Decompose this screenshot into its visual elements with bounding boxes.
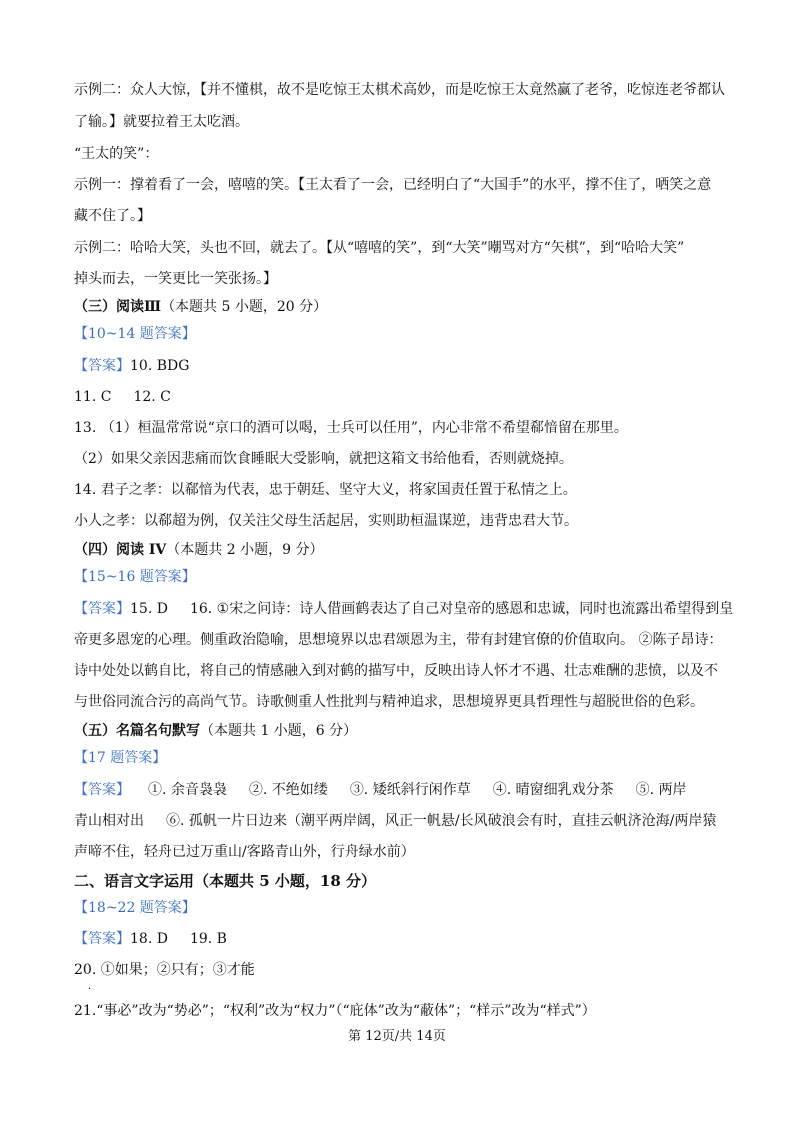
stray-mark: ·	[88, 984, 92, 995]
answer-line-18-19	[74, 929, 724, 949]
answer-15: 15. D	[130, 601, 168, 617]
text-line: 了输。】就要拉着王太吃酒。	[74, 114, 249, 130]
answer-line-15-16	[74, 599, 734, 619]
answer-range-15-16: 【15~16 题答案】	[74, 569, 196, 585]
answer-19: 19. B	[189, 931, 227, 947]
text-line: 示例二：众人大惊，【并不懂棋，故不是吃惊王太棋术高妙，而是吃惊王太竟然赢了老爷，吃惊连老爷都认	[74, 82, 725, 98]
answer-17-5: ⑤. 两岸	[635, 782, 687, 798]
answer-12: 12. C	[133, 389, 171, 405]
section-5-heading	[74, 721, 724, 741]
answer-17-3: ③. 矮纸斜行闲作草	[349, 782, 471, 798]
part-2-title: 二、语言文字运用（本题共 5 小题，18 分）	[74, 872, 376, 890]
answer-17-2: ②. 不绝如缕	[248, 782, 328, 798]
answer-16: 16. ①宋之问诗：诗人借画鹤表达了自己对皇帝的感恩和忠诚，同时也流露出希望得到皇	[189, 601, 734, 617]
text-line: 帝更多恩宠的心理。侧重政治隐喻，思想境界以忠君颂恩为主，带有封建官僚的价值取向。 ②陈子昂诗：	[74, 632, 723, 648]
answer-17-5-cont: 青山相对出	[74, 813, 144, 829]
section-5-title: （五）名篇名句默写	[74, 723, 200, 739]
text-line: 示例一：撑着看了一会，嘻嘻的笑。【王太看了一会，已经明白了“大国手”的水平，撑不住了，哂笑之意	[74, 177, 712, 193]
answer-tag: 【答案】	[74, 931, 130, 947]
answer-11: 11. C	[74, 389, 112, 405]
page-footer: 第 12页/共 14页	[348, 1029, 446, 1044]
answer-13-1: 13. （1）桓温常常说“京口的酒可以喝，士兵可以任用”，内心非常不希望郗愔留在那里。	[74, 420, 628, 436]
answer-range-18-22: 【18~22 题答案】	[74, 900, 196, 916]
section-3-heading	[74, 297, 724, 317]
answer-line-17-cont	[74, 811, 724, 831]
text-line: 与世俗同流合污的高尚气节。诗歌侧重人性批判与精神追求，思想境界更具哲理性与超脱世俗的色彩。	[74, 694, 704, 710]
answer-17-6: ⑥. 孤帆一片日边来（潮平两岸阔，风正一帆悬/长风破浪会有时，直挂云帆济沧海/两岸猿	[166, 813, 717, 829]
answer-range-10-14: 【10~14 题答案】	[74, 326, 196, 342]
section-4-heading	[74, 540, 724, 560]
section-4-note: （本题共 2 小题，9 分）	[166, 542, 324, 558]
answer-14-2: 小人之孝：以郗超为例，仅关注父母生活起居，实则助桓温谋逆，违背忠君大节。	[74, 513, 578, 529]
section-3-note: （本题共 5 小题，20 分）	[161, 299, 328, 315]
answer-17-4: ④. 晴窗细乳戏分茶	[492, 782, 614, 798]
answer-tag: 【答案】	[74, 782, 130, 798]
answer-18: 18. D	[130, 931, 168, 947]
answer-range-17: 【17 题答案】	[74, 750, 167, 766]
answer-21: 21.“事必”改为“势必”；“权利”改为“权力”（“庇体”改为“蔽体”；“样示”改为“样式”）	[74, 1003, 596, 1019]
text-line: 掉头而去，一笑更比一笑张扬。】	[74, 271, 277, 287]
section-5-note: （本题共 1 小题，6 分）	[200, 723, 358, 739]
section-3-title: （三）阅读Ⅲ	[74, 299, 162, 315]
answer-line-17	[74, 780, 724, 800]
answer-line-11-12	[74, 387, 724, 407]
answer-20: 20. ①如果；②只有；③才能	[74, 962, 255, 978]
text-line: 声啼不住，轻舟已过万重山/客路青山外，行舟绿水前）	[74, 844, 415, 860]
section-4-title: （四）阅读 IV	[74, 542, 167, 558]
answer-line-10	[74, 356, 724, 376]
answer-tag: 【答案】	[74, 601, 130, 617]
text-line: 示例二：哈哈大笑，头也不回，就去了。【从“嘻嘻的笑”，到“大笑”嘲骂对方“矢棋”，到“哈哈大笑”	[74, 240, 685, 256]
answer-tag: 【答案】	[74, 358, 130, 374]
answer-10: 10. BDG	[130, 358, 190, 374]
text-line: 诗中处处以鹤自比，将自己的情感融入到对鹤的描写中，反映出诗人怀才不遇、壮志难酬的悲愤，以及不	[74, 663, 718, 679]
answer-14-1: 14. 君子之孝：以郗愔为代表，忠于朝廷、坚守大义，将家国责任置于私情之上。	[74, 482, 577, 498]
answer-13-2: （2）如果父亲因悲痛而饮食睡眠大受影响，就把这箱文书给他看，否则就烧掉。	[74, 451, 573, 467]
text-line: 藏不住了。】	[74, 208, 151, 224]
text-line: “王太的笑”：	[74, 146, 159, 162]
answer-17-1: ①. 余音袅袅	[148, 782, 227, 798]
